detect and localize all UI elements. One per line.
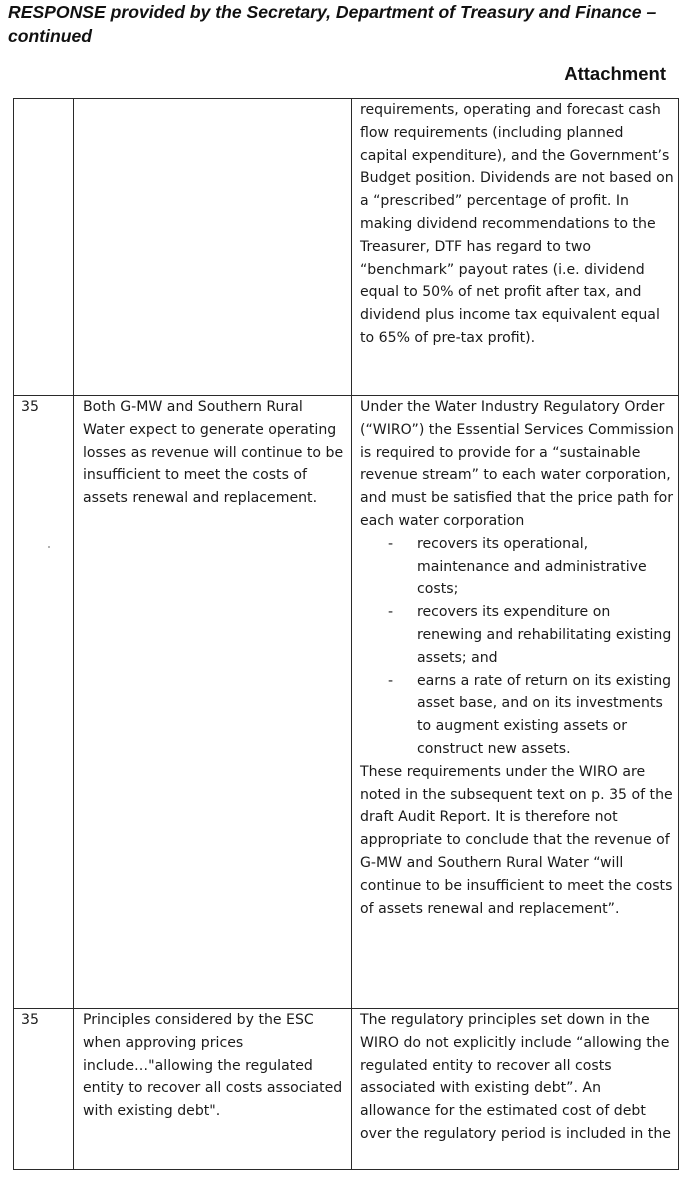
list-item	[388, 533, 674, 601]
dtf-response-cell	[352, 99, 679, 396]
page-ref-cell: 35	[14, 1009, 74, 1170]
audit-comment-cell: Both G-MW and Southern Rural Water expect to generate operating losses as revenue will continue to be insufficient to meet the costs of assets renewal and replacement.	[74, 396, 352, 1009]
bullet-text: earns a rate of return on its existing asset base, and on its investments to augment existing assets or construct new assets.	[417, 672, 672, 757]
response-table	[13, 98, 679, 1170]
audit-comment-cell: Principles considered by the ESC when approving prices include…"allowing the regulated entity to recover all costs associated with existing debt".	[74, 1009, 352, 1170]
response-intro: Under the Water Industry Regulatory Order (“WIRO”) the Essential Services Commission is required to provide for a “sustainable revenue stream” to each water corporation, and must be satisfied that the price path for each water corporation	[360, 399, 674, 529]
page-ref-cell	[14, 99, 74, 396]
bullet-dash: -	[388, 535, 394, 552]
table-row	[14, 1009, 679, 1170]
dtf-response-cell	[352, 396, 679, 1009]
audit-comment-cell	[74, 99, 352, 396]
page-ref-cell: 35	[14, 396, 74, 1009]
bullet-text: recovers its operational, maintenance and administrative costs;	[417, 535, 647, 598]
dtf-response-cell	[352, 1009, 679, 1170]
bullet-text: recovers its expenditure on renewing and rehabilitating existing assets; and	[417, 604, 672, 666]
response-bullet-list	[360, 533, 674, 761]
response-outro: These requirements under the WIRO are noted in the subsequent text on p. 35 of the draft Audit Report. It is therefore not appropriate to conclude that the revenue of G-MW and Southern Rural Water “will continue to be insufficient to meet the costs of assets renewal and replacement”.	[360, 763, 673, 917]
list-item	[388, 670, 674, 761]
bullet-dash: -	[388, 604, 394, 621]
attachment-label: Attachment	[564, 63, 666, 84]
response-paragraph: requirements, operating and forecast cash flow requirements (including planned capital expenditure), and the Government’s Budget position. Dividends are not based on a “prescribed” percentage of profit. In making dividend recommendations to the Treasurer, DTF has regard to two “benchmark” payout rates (i.e. dividend equal to 50% of net profit after tax, and dividend plus income tax equivalent equal to 65% of pre-tax profit).	[360, 102, 674, 346]
table-row	[14, 99, 679, 396]
table-row	[14, 396, 679, 1009]
document-heading: RESPONSE provided by the Secretary, Department of Treasury and Finance – continued	[8, 2, 657, 46]
list-item	[388, 601, 674, 669]
bullet-dash: -	[388, 672, 394, 689]
response-paragraph: The regulatory principles set down in the WIRO do not explicitly include “allowing the regulated entity to recover all costs associated with existing debt”. An allowance for the estimated cost of debt over the regulatory period is included in the	[360, 1012, 671, 1142]
